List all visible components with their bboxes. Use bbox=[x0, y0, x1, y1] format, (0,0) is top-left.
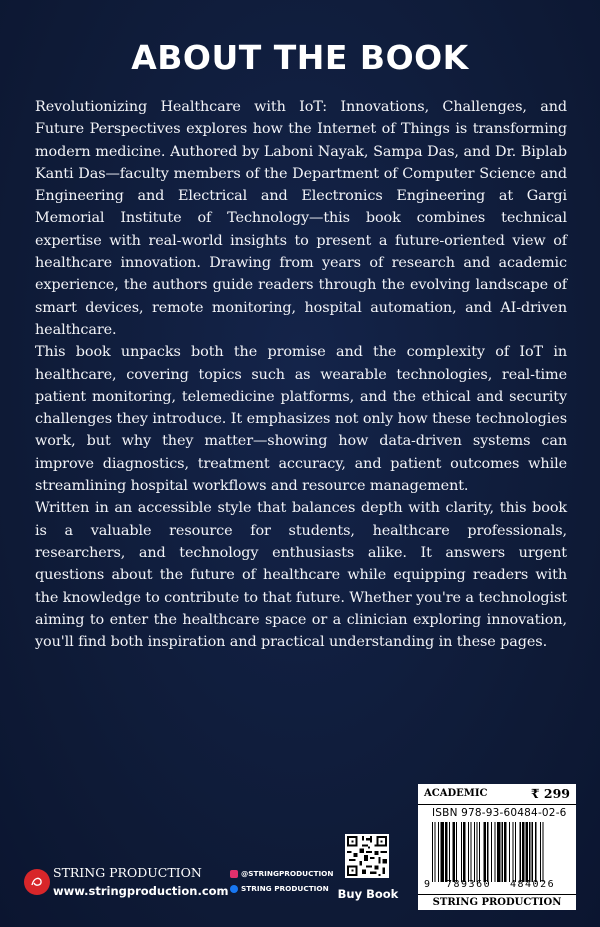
book-category: ACADEMIC bbox=[424, 788, 488, 799]
qr-code[interactable] bbox=[345, 834, 389, 878]
qr-code-icon bbox=[345, 834, 389, 878]
barcode-bar bbox=[484, 822, 486, 882]
barcode-bar bbox=[461, 822, 462, 882]
barcode-bar bbox=[463, 822, 465, 882]
barcode-bar bbox=[468, 822, 469, 882]
barcode-box bbox=[418, 784, 576, 910]
barcode-bar bbox=[522, 822, 524, 882]
barcode-digits-left: 789360 bbox=[446, 879, 492, 890]
page-title: ABOUT THE BOOK bbox=[131, 38, 469, 77]
facebook-handle[interactable] bbox=[230, 884, 329, 893]
barcode-bar bbox=[512, 822, 513, 882]
description-paragraph-3: Written in an accessible style that balances depth with clarity, this book is a valuable resource for students, healthcare professionals, researchers, and technology enthusiasts alike. It answers urgent questions about the future of healthcare while equipping readers with the knowledge to contribute to that future. Whether you're a technologist aiming to enter the healthcare space or a clinician exploring innovation, you'll find both inspiration and practical understanding in these pages. bbox=[35, 500, 567, 651]
description-paragraph-2: This book unpacks both the promise and the complexity of IoT in healthcare, covering topics such as wearable technologies, real-time patient monitoring, telemedicine platforms, and the ethical and security challenges they introduce. It emphasizes not only how these technologies work, but why they matter—showing how data-driven systems can improve diagnostics, treatment accuracy, and patient outcomes while streamlining hospital workflows and resource management. bbox=[35, 344, 567, 495]
barcode-publisher: STRING PRODUCTION bbox=[418, 894, 576, 910]
barcode-bar bbox=[532, 822, 533, 882]
barcode-bar bbox=[540, 822, 541, 882]
description-paragraph-1: Revolutionizing Healthcare with IoT: Innovations, Challenges, and Future Perspectives explores how the Internet of Things is transforming modern medicine. Authored by Laboni Nayak, Sampa Das, and Dr. Biplab Kanti Das—faculty members of the Department of Computer Science and Engineering and Electrical and Electronics Engineering at Gargi Memorial Institute of Technology—this book combines technical expertise with real-world insights to present a future-oriented view of healthcare innovation. Drawing from years of research and academic experience, the authors guide readers through the evolving landscape of smart devices, remote monitoring, hospital automation, and AI-driven healthcare. bbox=[35, 99, 567, 338]
string-logo-mark bbox=[28, 873, 46, 891]
barcode-bar bbox=[440, 822, 444, 882]
barcode-bar bbox=[502, 822, 503, 882]
barcode-bar bbox=[535, 822, 536, 882]
barcode-icon bbox=[432, 822, 570, 882]
barcode-bar bbox=[449, 822, 450, 882]
barcode-bar bbox=[542, 822, 543, 882]
publisher-website[interactable]: www.stringproduction.com bbox=[53, 884, 229, 898]
barcode-bar bbox=[438, 822, 439, 882]
instagram-label: @STRINGPRODUCTION bbox=[241, 869, 334, 878]
barcode-bar bbox=[487, 822, 488, 882]
barcode-bar bbox=[476, 822, 477, 882]
book-description bbox=[35, 96, 567, 653]
barcode-digit-lead: 9 bbox=[424, 879, 431, 890]
barcode-bar bbox=[474, 822, 475, 882]
barcode-bar bbox=[529, 822, 530, 882]
instagram-handle[interactable] bbox=[230, 869, 333, 878]
barcode-bar bbox=[479, 822, 480, 882]
barcode-bar bbox=[497, 822, 501, 882]
barcode-bar bbox=[520, 822, 521, 882]
facebook-icon bbox=[230, 885, 238, 893]
barcode-bar bbox=[515, 822, 516, 882]
barcode-digits-right: 484026 bbox=[510, 879, 556, 890]
facebook-label: STRING PRODUCTION bbox=[241, 884, 329, 893]
publisher-name: STRING PRODUCTION bbox=[53, 865, 202, 880]
barcode-bar bbox=[432, 822, 433, 882]
barcode-digits bbox=[424, 879, 574, 893]
barcode-bar bbox=[434, 822, 435, 882]
barcode-bar bbox=[494, 822, 495, 882]
barcode-bar bbox=[445, 822, 447, 882]
barcode-bar bbox=[509, 822, 510, 882]
barcode-bar bbox=[452, 822, 454, 882]
barcode-bar bbox=[504, 822, 506, 882]
barcode-header bbox=[418, 784, 576, 805]
barcode-bar bbox=[526, 822, 528, 882]
barcode-bar bbox=[456, 822, 457, 882]
barcode-bar bbox=[491, 822, 492, 882]
publisher-logo-icon bbox=[24, 869, 50, 895]
instagram-icon bbox=[230, 870, 238, 878]
isbn-number: ISBN 978-93-60484-02-6 bbox=[432, 807, 567, 819]
barcode-bar bbox=[470, 822, 471, 882]
buy-book-label[interactable]: Buy Book bbox=[337, 887, 399, 901]
book-price: ₹ 299 bbox=[530, 786, 570, 801]
